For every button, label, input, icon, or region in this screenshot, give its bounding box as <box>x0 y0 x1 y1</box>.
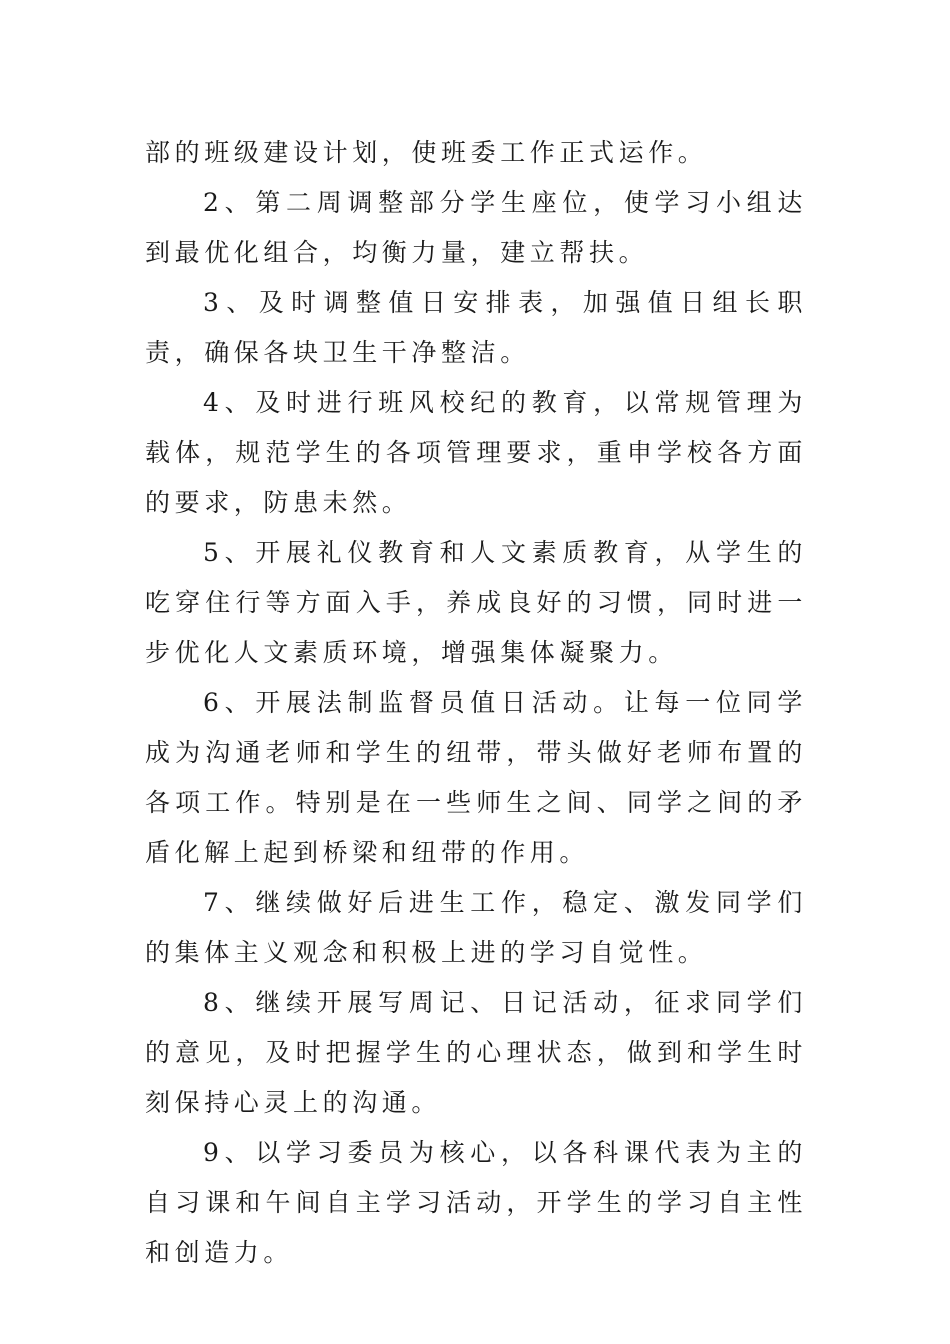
paragraph-item-3: 3、及时调整值日安排表，加强值日组长职责，确保各块卫生干净整洁。 <box>145 288 807 367</box>
paragraph-continuation: 部的班级建设计划，使班委工作正式运作。 <box>145 138 708 167</box>
document-body <box>145 128 807 1278</box>
paragraph-item-6: 6、开展法制监督员值日活动。让每一位同学成为沟通老师和学生的纽带，带头做好老师布置的各项工作。特别是在一些师生之间、同学之间的矛盾化解上起到桥梁和纽带的作用。 <box>145 688 807 867</box>
paragraph-item-2: 2、第二周调整部分学生座位，使学习小组达到最优化组合，均衡力量，建立帮扶。 <box>145 188 807 267</box>
paragraph-item-8: 8、继续开展写周记、日记活动，征求同学们的意见，及时把握学生的心理状态，做到和学生时刻保持心灵上的沟通。 <box>145 988 807 1117</box>
paragraph-item-9: 9、以学习委员为核心，以各科课代表为主的自习课和午间自主学习活动，开学生的学习自主性和创造力。 <box>145 1138 807 1267</box>
paragraph-item-4: 4、及时进行班风校纪的教育，以常规管理为载体，规范学生的各项管理要求，重申学校各方面的要求，防患未然。 <box>145 388 807 517</box>
paragraph-item-5: 5、开展礼仪教育和人文素质教育，从学生的吃穿住行等方面入手，养成良好的习惯，同时进一步优化人文素质环境，增强集体凝聚力。 <box>145 538 807 667</box>
paragraph-item-7: 7、继续做好后进生工作，稳定、激发同学们的集体主义观念和积极上进的学习自觉性。 <box>145 888 807 967</box>
